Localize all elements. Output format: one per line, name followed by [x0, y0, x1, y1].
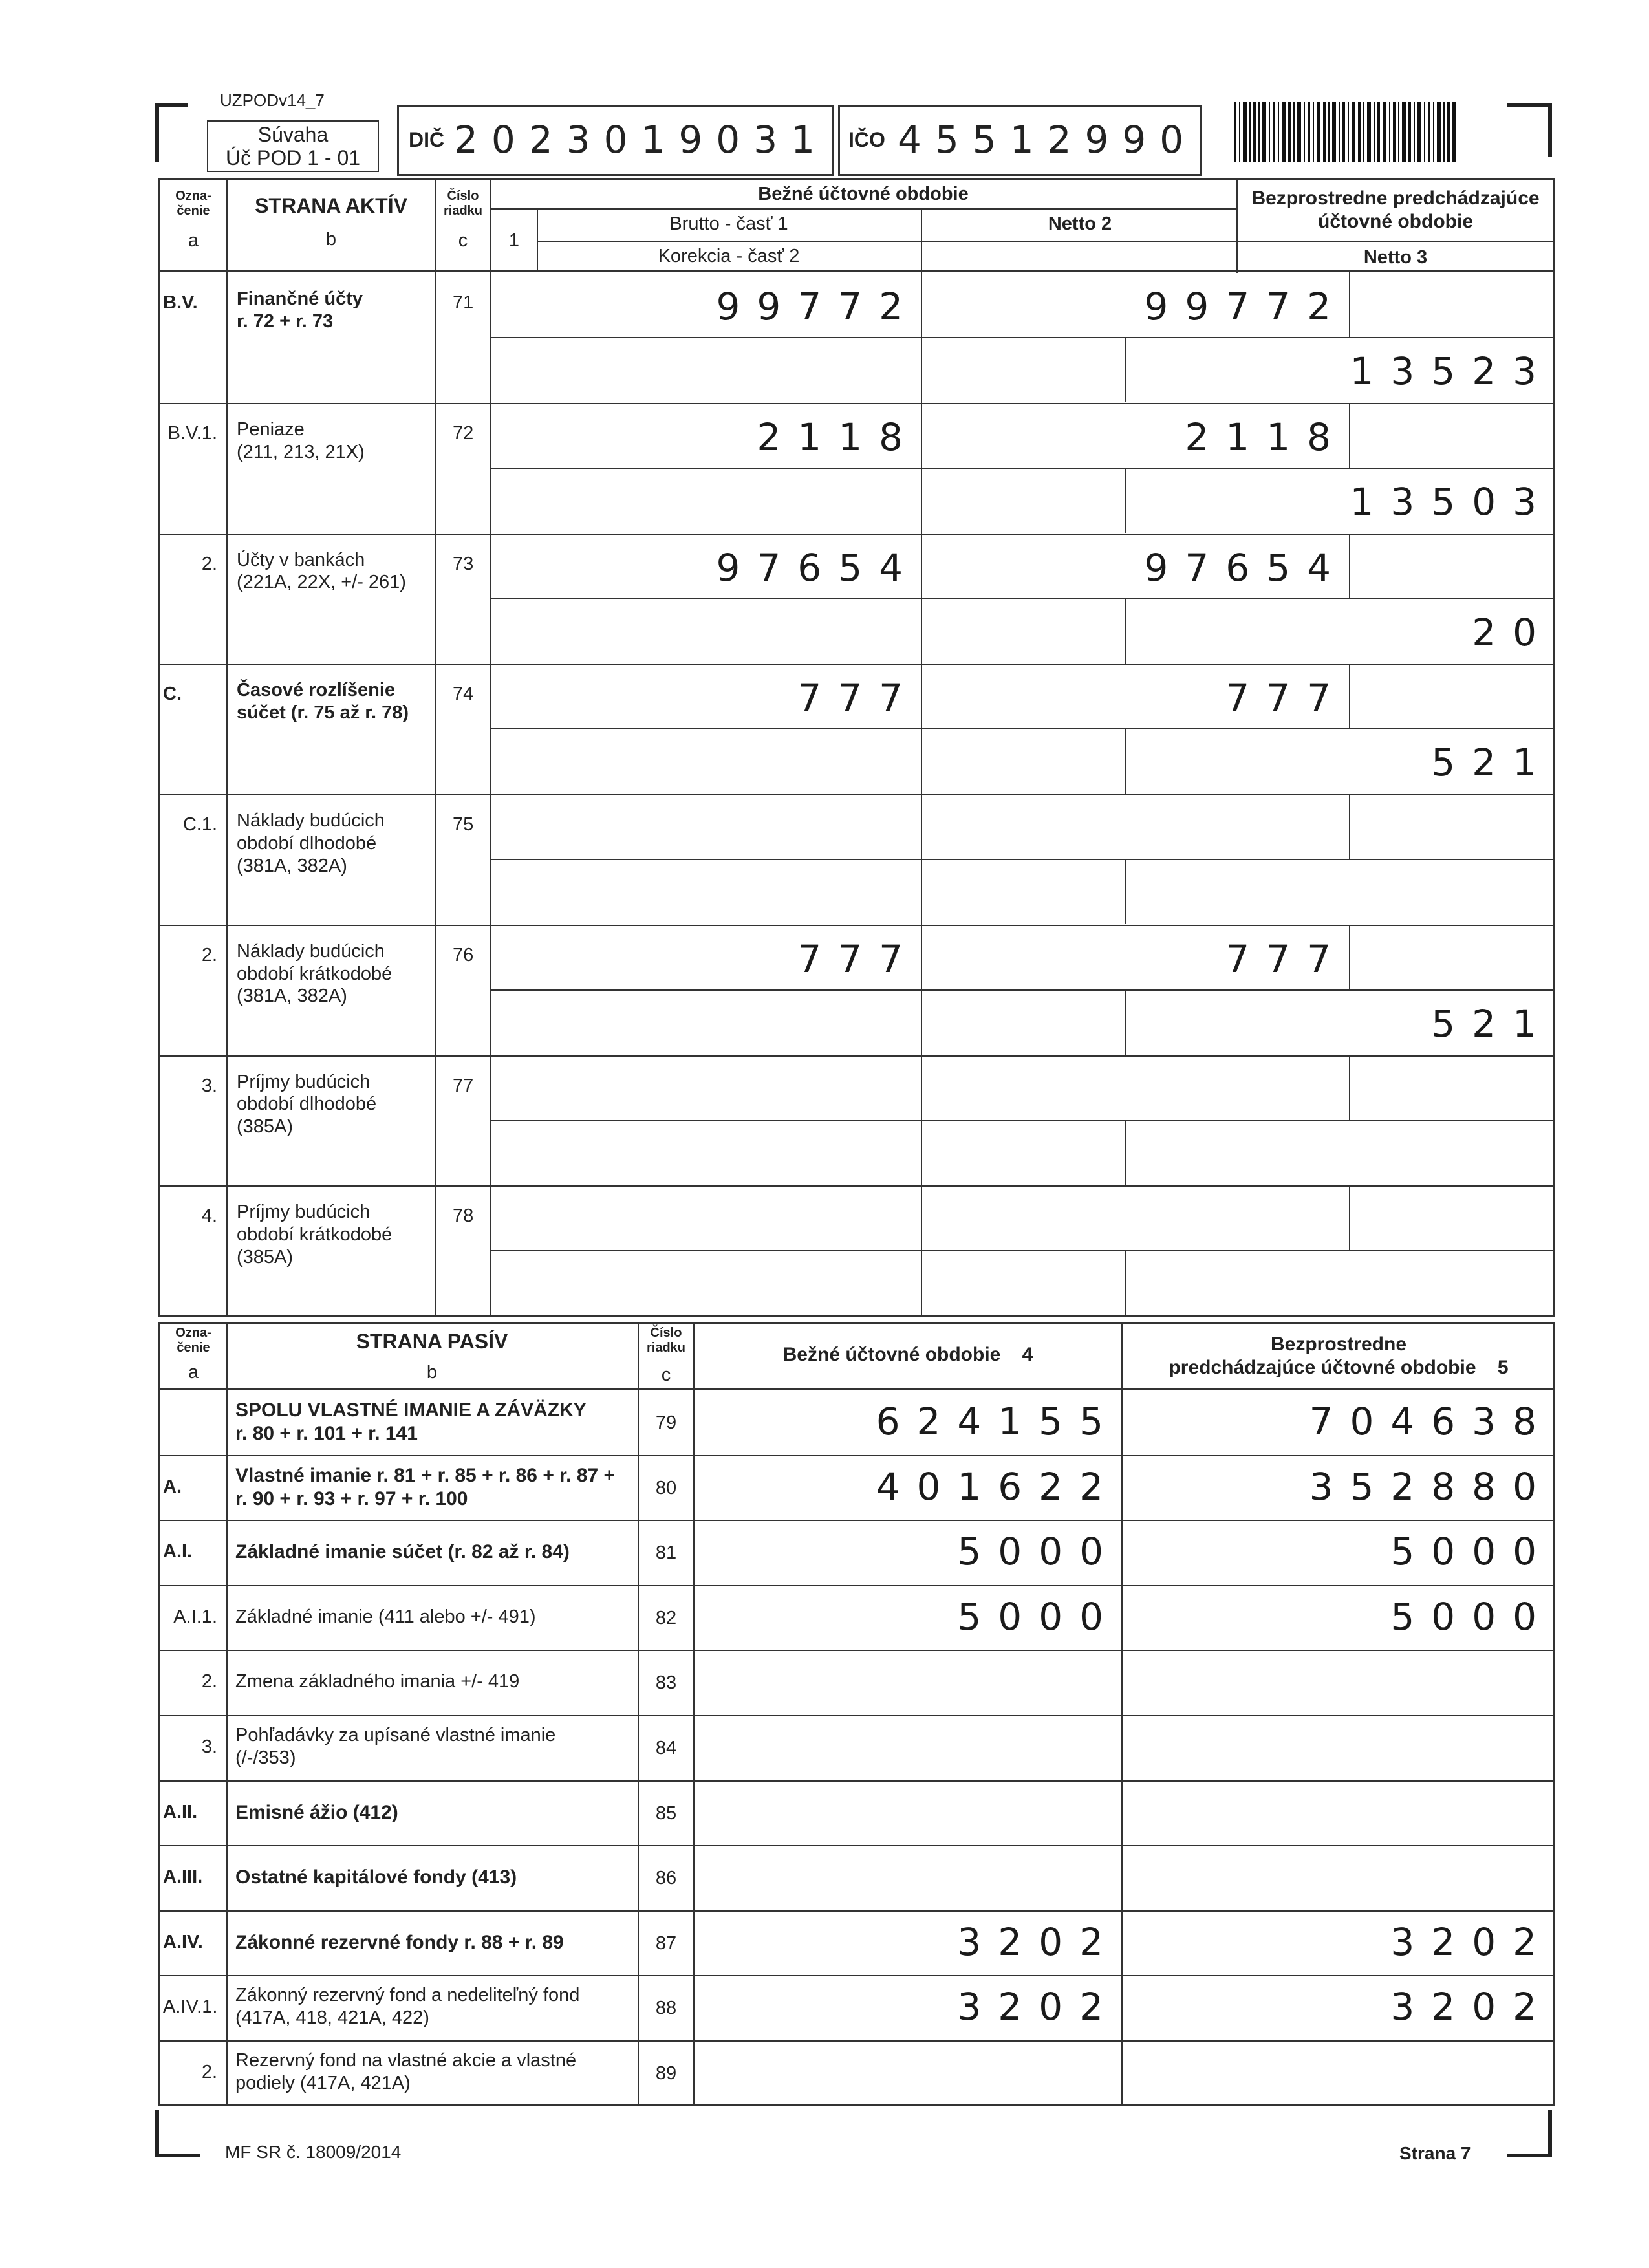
corner-mark-top-left-v [155, 103, 159, 162]
liab-row-current: 401622 [876, 1464, 1120, 1509]
assets-hdr-a: a [188, 230, 199, 251]
assets-row-label-2: (221A, 22X, +/- 261) [237, 572, 406, 593]
assets-hdr-cislo: Číslo riadku [443, 189, 483, 218]
assets-row-divider [158, 403, 1555, 404]
assets-row-label-2: období krátkodobé [237, 1224, 393, 1246]
liab-row-label-2: (/-/353) [235, 1747, 296, 1768]
assets-row-netto: 777 [1225, 676, 1348, 720]
corner-mark-top-right [1507, 103, 1552, 107]
liab-row-label-1: Rezervný fond na vlastné akcie a vlastné [235, 2050, 577, 2071]
assets-row-prev-netto: 13503 [1350, 479, 1553, 524]
assets-row-number: 76 [453, 944, 474, 966]
liab-header-bottom [158, 1388, 1555, 1390]
liab-row-oznacenie: 3. [201, 1736, 217, 1757]
liab-row-label-1: Pohľadávky za upísané vlastné imanie [235, 1725, 556, 1745]
assets-row-split-bottom [1125, 598, 1126, 664]
liab-hdr-bezne: Bežné účtovné obdobie 4 [782, 1344, 1033, 1365]
footer-left: MF SR č. 18009/2014 [225, 2142, 402, 2162]
liab-hdr-strana: STRANA PASÍV [356, 1330, 508, 1353]
assets-row-label [237, 418, 431, 464]
assets-row-divider [158, 794, 1555, 795]
liab-row-oznacenie: A.I. [163, 1541, 193, 1562]
dic-label: DIČ [409, 128, 445, 151]
assets-col-netto2 [921, 208, 922, 1317]
liab-row-current: 5000 [957, 1594, 1120, 1639]
liab-row-number: 81 [655, 1542, 677, 1564]
assets-row-number: 74 [453, 684, 474, 705]
assets-row-brutto: 2118 [757, 415, 920, 459]
assets-row-label [237, 1071, 431, 1138]
liab-row-oznacenie: A. [163, 1476, 182, 1497]
liab-row-number: 84 [655, 1738, 677, 1758]
liab-row-label-1: Základné imanie súčet (r. 82 až r. 84) [235, 1541, 570, 1563]
liab-row-label-1: Zákonné rezervné fondy r. 88 + r. 89 [235, 1931, 564, 1953]
assets-row-split-top [1349, 1055, 1350, 1120]
assets-row-label [237, 549, 431, 594]
liab-row-number: 79 [655, 1412, 677, 1433]
liab-row-divider [158, 1650, 1555, 1651]
liab-row-current: 5000 [957, 1529, 1120, 1574]
liab-row-divider [158, 1845, 1555, 1846]
liab-row-label [235, 1724, 636, 1769]
assets-row-label-1: Náklady budúcich [237, 940, 385, 962]
liab-row-number: 86 [655, 1868, 677, 1889]
corner-mark-bottom-right-h [1507, 2154, 1552, 2157]
liab-row-label-1: Zmena základného imania +/- 419 [235, 1671, 520, 1692]
assets-hdr-sub [490, 208, 1236, 210]
liab-row-previous: 5000 [1390, 1529, 1553, 1574]
liab-row-oznacenie: A.III. [163, 1866, 203, 1888]
assets-row-label-1: Časové rozlíšenie [237, 680, 395, 701]
assets-row-label-2: období krátkodobé [237, 963, 393, 984]
assets-hdr-uctovne: účtovné obdobie [1318, 211, 1473, 232]
liab-row-label-1: SPOLU VLASTNÉ IMANIE A ZÁVÄZKY [235, 1399, 587, 1421]
liab-row-number: 83 [655, 1672, 677, 1694]
liab-row-divider [158, 1975, 1555, 1976]
assets-row-mid [490, 337, 1555, 338]
liab-hdr-c: c [661, 1365, 671, 1385]
liab-row-previous: 352880 [1309, 1464, 1553, 1509]
assets-row-oznacenie: 2. [201, 944, 217, 966]
assets-row-brutto: 97654 [716, 545, 920, 590]
assets-row-oznacenie: 2. [201, 553, 217, 574]
assets-row-prev-netto: 13523 [1350, 349, 1553, 393]
liab-col-b [638, 1322, 639, 2106]
liab-row-oznacenie: A.II. [163, 1801, 198, 1822]
liab-row-number: 85 [655, 1802, 677, 1824]
assets-row-number: 75 [453, 814, 474, 835]
assets-hdr-netto3: Netto 3 [1363, 247, 1428, 268]
liab-hdr-cislo: Číslo riadku [646, 1326, 686, 1355]
assets-hdr-oznacenie: Ozna- čenie [175, 189, 211, 218]
liab-row-label-1: Vlastné imanie r. 81 + r. 85 + r. 86 + r. 87 + [235, 1464, 616, 1486]
footer-right: Strana 7 [1399, 2143, 1471, 2163]
assets-row-oznacenie: C.1. [182, 814, 217, 835]
form-title-line1: Súvaha [257, 123, 329, 146]
assets-row-brutto: 99772 [716, 285, 920, 329]
assets-hdr-one: 1 [508, 230, 520, 251]
liab-row-label [235, 1540, 636, 1564]
corner-mark-top-left [155, 103, 188, 107]
liab-row-label-2: r. 80 + r. 101 + r. 141 [235, 1423, 418, 1444]
liab-row-label-1: Emisné ážio (412) [235, 1801, 398, 1823]
assets-hdr-bezne: Bežné účtovné obdobie [758, 184, 969, 204]
assets-row-number: 72 [453, 422, 474, 444]
assets-row-divider [158, 664, 1555, 665]
liab-row-previous: 3202 [1390, 1985, 1553, 2029]
liab-row-current: 3202 [957, 1985, 1120, 2029]
assets-row-netto: 97654 [1144, 545, 1348, 590]
liab-row-number: 88 [655, 1998, 677, 2019]
liab-row-divider [158, 2040, 1555, 2042]
assets-row-mid [490, 989, 1555, 991]
assets-row-label-1: Finančné účty [237, 288, 363, 309]
assets-hdr-korekcia: Korekcia - časť 2 [658, 246, 800, 266]
corner-mark-top-right-v [1548, 103, 1552, 157]
liab-row-divider [158, 1585, 1555, 1586]
liab-row-label [235, 1399, 636, 1445]
assets-row-oznacenie: B.V.1. [167, 422, 217, 444]
liab-row-divider [158, 1520, 1555, 1521]
assets-row-split-top [1349, 272, 1350, 337]
liab-col-4 [1121, 1322, 1123, 2106]
assets-row-label-1: Peniaze [237, 418, 305, 440]
liab-row-label [235, 1866, 636, 1889]
assets-hdr-bezprostredne: Bezprostredne predchádzajúce [1251, 188, 1540, 209]
assets-row-label-3: (385A) [237, 1246, 294, 1268]
liab-row-label [235, 1606, 636, 1628]
barcode [1234, 102, 1461, 162]
assets-hdr-brutto: Brutto - časť 1 [669, 213, 788, 234]
liab-row-oznacenie: A.I.1. [173, 1606, 217, 1627]
assets-col-b [435, 178, 436, 1317]
liab-row-label [235, 1670, 636, 1693]
assets-row-split-top [1349, 1185, 1350, 1250]
liab-row-oznacenie: A.IV. [163, 1931, 203, 1952]
assets-row-split-top [1349, 534, 1350, 598]
assets-row-mid [490, 1120, 1555, 1121]
assets-row-label [237, 1201, 431, 1268]
assets-row-mid [490, 598, 1555, 599]
form-title [207, 123, 379, 169]
assets-hdr-b: b [325, 229, 337, 250]
form-code: UZPODv14_7 [220, 91, 325, 110]
liab-row-oznacenie: 2. [201, 1671, 217, 1692]
assets-row-divider [158, 1055, 1555, 1057]
assets-row-split-bottom [1125, 989, 1126, 1055]
assets-hdr-c: c [458, 230, 468, 251]
liab-hdr-predch: predchádzajúce účtovné obdobie 5 [1169, 1357, 1509, 1378]
liab-row-label [235, 1931, 636, 1954]
assets-col-a [226, 178, 228, 1317]
liab-row-previous: 704638 [1309, 1399, 1553, 1443]
assets-row-split-bottom [1125, 1120, 1126, 1185]
assets-row-label [237, 679, 431, 724]
assets-row-number: 78 [453, 1205, 474, 1227]
assets-row-netto: 2118 [1185, 415, 1348, 459]
liab-row-label-1: Základné imanie (411 alebo +/- 491) [235, 1606, 536, 1627]
assets-row-split-top [1349, 794, 1350, 859]
assets-row-split-bottom [1125, 337, 1126, 402]
liab-row-number: 80 [655, 1477, 677, 1498]
assets-row-oznacenie: 3. [201, 1075, 217, 1096]
liab-row-divider [158, 1455, 1555, 1456]
assets-row-split-bottom [1125, 859, 1126, 924]
assets-row-oznacenie: B.V. [163, 292, 198, 313]
liab-row-label-2: (417A, 418, 421A, 422) [235, 2007, 429, 2029]
assets-row-split-top [1349, 403, 1350, 468]
liab-hdr-bezprostredne: Bezprostredne [1270, 1334, 1407, 1355]
assets-row-label-2: období dlhodobé [237, 1094, 377, 1115]
assets-row-mid [490, 859, 1555, 860]
assets-hdr-netto2: Netto 2 [1048, 213, 1112, 234]
liab-hdr-a: a [188, 1362, 199, 1383]
assets-row-label-1: Náklady budúcich [237, 810, 385, 831]
assets-row-label-1: Príjmy budúcich [237, 1202, 371, 1223]
liab-hdr-oznacenie: Ozna- čenie [175, 1326, 211, 1355]
assets-col-c [490, 178, 491, 1317]
assets-row-prev-netto: 521 [1431, 1001, 1553, 1046]
liab-row-label [235, 2049, 636, 2095]
liab-row-current: 624155 [876, 1399, 1120, 1443]
assets-row-label [237, 810, 431, 877]
assets-row-label-2: období dlhodobé [237, 832, 377, 854]
assets-row-label-1: Príjmy budúcich [237, 1071, 371, 1092]
liab-row-label [235, 1984, 636, 2029]
assets-row-split-top [1349, 664, 1350, 728]
corner-mark-bottom-right [1548, 2110, 1552, 2157]
assets-header-bottom [158, 270, 1555, 272]
liab-row-label [235, 1464, 636, 1511]
liab-row-number: 82 [655, 1607, 677, 1628]
assets-row-label-3: (385A) [237, 1116, 294, 1138]
assets-hdr-strana: STRANA AKTÍV [255, 194, 407, 217]
assets-row-label [237, 940, 431, 1008]
assets-row-mid [490, 468, 1555, 469]
liab-row-label-2: podiely (417A, 421A) [235, 2072, 411, 2093]
corner-mark-bottom-left-h [155, 2154, 200, 2157]
assets-row-split-bottom [1125, 468, 1126, 533]
liab-row-number: 87 [655, 1932, 677, 1954]
assets-row-label-3: (381A, 382A) [237, 986, 347, 1007]
liab-row-previous: 5000 [1390, 1594, 1553, 1639]
assets-row-split-bottom [1125, 1250, 1126, 1315]
form-title-line2: Úč POD 1 - 01 [225, 146, 361, 169]
assets-row-brutto: 777 [797, 676, 920, 720]
ico-value: 45512990 [898, 118, 1198, 162]
assets-hdr-sub2 [537, 241, 1555, 242]
assets-row-divider [158, 925, 1555, 926]
liab-col-a [226, 1322, 228, 2106]
liab-row-oznacenie: A.IV.1. [163, 1996, 218, 2018]
ico-label: IČO [848, 128, 885, 151]
liab-hdr-b: b [426, 1362, 438, 1383]
assets-row-label-1: Účty v bankách [237, 549, 365, 570]
liab-row-oznacenie: 2. [201, 2062, 217, 2082]
liab-row-divider [158, 1910, 1555, 1912]
assets-row-divider [158, 534, 1555, 535]
liab-row-divider [158, 1780, 1555, 1782]
assets-row-netto: 99772 [1144, 285, 1348, 329]
assets-table [158, 178, 1555, 1317]
assets-row-label-2: r. 72 + r. 73 [237, 310, 334, 332]
assets-row-label-2: súčet (r. 75 až r. 78) [237, 702, 409, 724]
assets-row-oznacenie: C. [163, 684, 182, 705]
assets-row-prev-netto: 20 [1472, 610, 1553, 654]
liab-row-label-2: r. 90 + r. 93 + r. 97 + r. 100 [235, 1487, 468, 1509]
assets-row-brutto: 777 [797, 936, 920, 981]
liab-row-current: 3202 [957, 1919, 1120, 1964]
assets-row-mid [490, 1250, 1555, 1251]
assets-row-label-3: (381A, 382A) [237, 855, 347, 876]
assets-row-divider [158, 1185, 1555, 1187]
assets-row-split-top [1349, 925, 1350, 989]
liab-row-label-1: Zákonný rezervný fond a nedeliteľný fond [235, 1985, 580, 2006]
liab-row-divider [158, 1715, 1555, 1716]
assets-row-netto: 777 [1225, 936, 1348, 981]
corner-mark-bottom-left [155, 2110, 159, 2157]
assets-table-border [158, 178, 1555, 1317]
liab-row-number: 89 [655, 2063, 677, 2084]
assets-row-label-2: (211, 213, 21X) [237, 441, 365, 462]
dic-value: 2023019031 [454, 118, 829, 162]
assets-row-split-bottom [1125, 728, 1126, 794]
liab-row-label [235, 1801, 636, 1824]
assets-row-prev-netto: 521 [1431, 740, 1553, 785]
liab-row-previous: 3202 [1390, 1919, 1553, 1964]
assets-row-mid [490, 728, 1555, 729]
liab-col-c [693, 1322, 695, 2106]
assets-row-number: 73 [453, 553, 474, 574]
assets-row-number: 71 [453, 292, 474, 313]
assets-row-label [237, 288, 431, 333]
liab-row-label-1: Ostatné kapitálové fondy (413) [235, 1866, 517, 1888]
assets-row-oznacenie: 4. [201, 1205, 217, 1227]
assets-row-number: 77 [453, 1075, 474, 1096]
